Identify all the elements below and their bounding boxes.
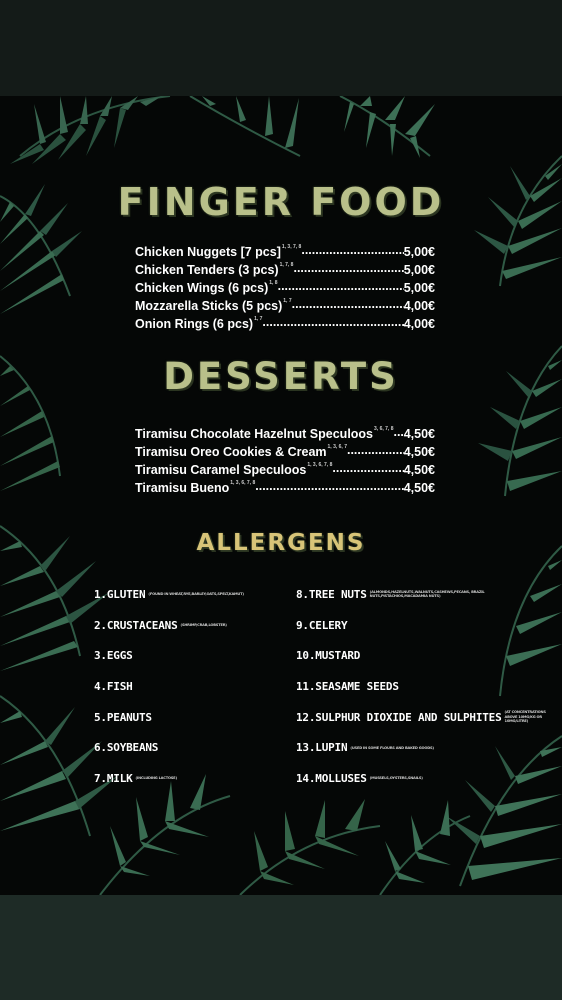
item-allergens: 1, 7	[283, 298, 292, 304]
allergen-item	[296, 610, 546, 641]
menu-poster	[0, 96, 562, 895]
item-price: 4,00€	[403, 299, 435, 313]
allergen-item	[296, 671, 546, 702]
item-price: 5,00€	[403, 245, 435, 259]
leader-dots	[255, 479, 403, 493]
allergen-note: (INCLUDING LACTOSE)	[135, 776, 177, 781]
allergen-label: 13.LUPIN	[296, 741, 348, 755]
item-allergens: 1, 8	[269, 280, 278, 286]
menu-item	[135, 295, 435, 313]
leaf-top-left	[10, 96, 170, 164]
allergen-item	[94, 763, 294, 794]
allergens-title: ALLERGENS	[196, 530, 366, 556]
leader-dots	[347, 443, 404, 457]
allergen-label: 9.CELERY	[296, 618, 348, 632]
allergen-label: 8.TREE NUTS	[296, 587, 367, 601]
item-price: 4,50€	[403, 481, 435, 495]
menu-item	[135, 423, 435, 441]
leaf-top-center	[190, 96, 435, 158]
allergen-item	[94, 702, 294, 733]
item-name: Chicken Nuggets [7 pcs]	[135, 245, 281, 259]
finger-food-menu	[135, 241, 435, 331]
item-name: Tiramisu Chocolate Hazelnut Speculoos	[135, 427, 374, 441]
item-allergens: 3, 6, 7, 8	[374, 426, 394, 432]
leader-dots	[293, 261, 403, 275]
leader-dots	[262, 315, 403, 329]
item-name: Tiramisu Oreo Cookies & Cream	[135, 445, 327, 459]
allergen-note: (USED IN SOME FLOURS AND BAKED GOODS)	[350, 745, 434, 750]
allergens-column-left	[94, 579, 294, 794]
allergen-note: (ALMONDS,HAZELNUTS,WALNUTS,CASHEWS,PECANS, BRAZIL NUTS,PISTACHIOS,MACADAMIA NUTS)	[369, 589, 485, 599]
allergen-item	[296, 702, 546, 733]
item-price: 4,50€	[403, 445, 435, 459]
item-price: 4,50€	[403, 427, 435, 441]
allergen-label: 3.EGGS	[94, 649, 133, 663]
menu-item	[135, 459, 435, 477]
allergen-item	[296, 763, 546, 794]
item-price: 5,00€	[403, 281, 435, 295]
allergen-note: (SHRIMP,CRAB,LOBSTER)	[180, 622, 227, 627]
allergen-label: 10.MUSTARD	[296, 649, 361, 663]
allergen-note: (FOUND IN WHEAT,RYE,BARLEY,OATS,SPELT,KAMUT)	[148, 592, 244, 597]
allergen-item	[296, 732, 546, 763]
menu-item	[135, 441, 435, 459]
item-name: Tiramisu Caramel Speculoos	[135, 463, 307, 477]
item-allergens: 1, 3, 6, 7	[327, 444, 347, 450]
allergen-item	[94, 610, 294, 641]
item-name: Onion Rings (6 pcs)	[135, 317, 254, 331]
item-name: Tiramisu Bueno	[135, 481, 230, 495]
leader-dots	[278, 279, 404, 293]
allergen-note: (AT CONCENTRATIONS ABOVE 10MG/KG OR 10MG/LITRE)	[504, 710, 546, 724]
menu-item	[135, 313, 435, 331]
allergen-label: 6.SOYBEANS	[94, 741, 159, 755]
allergen-item	[94, 671, 294, 702]
item-allergens: 1, 3, 6, 7, 8	[230, 480, 256, 486]
item-allergens: 1, 7	[254, 316, 263, 322]
leader-dots	[292, 297, 404, 311]
menu-item	[135, 241, 435, 259]
allergen-item	[94, 640, 294, 671]
allergens-column-right	[296, 579, 546, 794]
allergen-item	[94, 579, 294, 610]
allergen-item	[296, 640, 546, 671]
allergen-label: 2.CRUSTACEANS	[94, 618, 178, 632]
item-allergens: 1, 3, 7, 8	[281, 244, 302, 250]
item-name: Chicken Wings (6 pcs)	[135, 281, 269, 295]
leader-dots	[332, 461, 403, 475]
menu-item	[135, 477, 435, 495]
item-price: 4,00€	[403, 317, 435, 331]
menu-item	[135, 277, 435, 295]
allergen-item	[94, 732, 294, 763]
allergen-label: 11.SEASAME SEEDS	[296, 679, 399, 693]
allergen-label: 14.MOLLUSES	[296, 771, 367, 785]
item-allergens: 1, 7, 8	[279, 262, 294, 268]
menu-item	[135, 259, 435, 277]
item-name: Chicken Tenders (3 pcs)	[135, 263, 279, 277]
allergen-label: 12.SULPHUR DIOXIDE AND SULPHITES	[296, 710, 502, 724]
leader-dots	[393, 425, 403, 439]
item-price: 4,50€	[403, 463, 435, 477]
item-allergens: 1, 3, 6, 7, 8	[307, 462, 333, 468]
allergen-label: 1.GLUTEN	[94, 587, 146, 601]
allergen-label: 5.PEANUTS	[94, 710, 152, 724]
item-name: Mozzarella Sticks (5 pcs)	[135, 299, 283, 313]
allergen-item	[296, 579, 546, 610]
allergen-note: (MUSSELS,OYSTERS,SNAILS)	[369, 776, 423, 781]
top-bar	[0, 0, 562, 96]
desserts-title: DESSERTS	[163, 355, 399, 398]
item-price: 5,00€	[403, 263, 435, 277]
allergen-label: 4.FISH	[94, 679, 133, 693]
leader-dots	[301, 243, 403, 257]
bottom-bar	[0, 895, 562, 1000]
finger-food-title: FINGER FOOD	[117, 180, 445, 224]
allergen-label: 7.MILK	[94, 771, 133, 785]
desserts-menu	[135, 423, 435, 495]
